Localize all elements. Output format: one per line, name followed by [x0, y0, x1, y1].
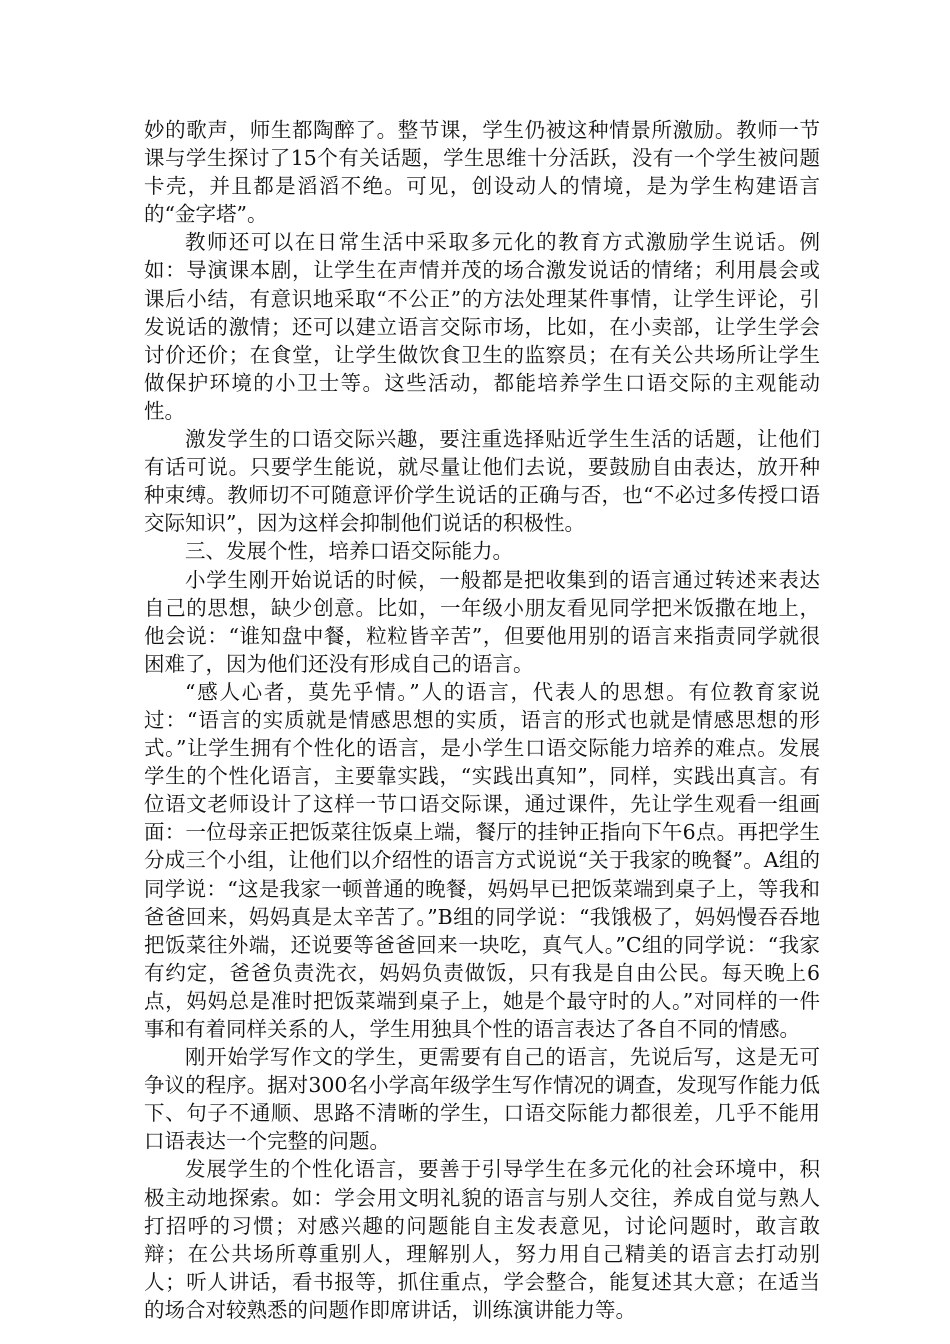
paragraph: 小学生刚开始说话的时候，一般都是把收集到的语言通过转述来表达自己的思想，缺少创意。比如，一年级小朋友看见同学把米饭撒在地上，他会说：“谁知盘中餐，粒粒皆辛苦”，但要他用别的语言来指责同学就很困难了，因为他们还没有形成自己的语言。: [144, 567, 820, 676]
paragraph-continued: 妙的歌声，师生都陶醉了。整节课，学生仍被这种情景所激励。教师一节课与学生探讨了15个有关话题，学生思维十分活跃，没有一个学生被问题卡壳，并且都是滔滔不绝。可见，创设动人的情境，是为学生构建语言的“金字塔”。: [144, 118, 820, 227]
paragraph: 教师还可以在日常生活中采取多元化的教育方式激励学生说话。例如：导演课本剧，让学生在声情并茂的场合激发说话的情绪；利用晨会或课后小结，有意识地采取“不公正”的方法处理某件事情，让学生评论，引发说话的激情；还可以建立语言交际市场，比如，在小卖部，让学生学会讨价还价；在食堂，让学生做饮食卫生的监察员；在有关公共场所让学生做保护环境的小卫士等。这些活动，都能培养学生口语交际的主观能动性。: [144, 230, 820, 423]
paragraph: 刚开始学写作文的学生，更需要有自己的语言，先说后写，这是无可争议的程序。据对300名小学高年级学生写作情况的调查，发现写作能力低下、句子不通顺、思路不清晰的学生，口语交际能力都很差，几乎不能用口语表达一个完整的问题。: [144, 1045, 820, 1154]
document-body: [144, 116, 820, 1324]
paragraph: 发展学生的个性化语言，要善于引导学生在多元化的社会环境中，积极主动地探索。如：学会用文明礼貌的语言与别人交往，养成自觉与熟人打招呼的习惯；对感兴趣的问题能自主发表意见，讨论问题时，敢言敢辩；在公共场所尊重别人，理解别人，努力用自己精美的语言去打动别人；听人讲话，看书报等，抓住重点，学会整合，能复述其大意；在适当的场合对较熟悉的问题作即席讲话，训练演讲能力等。: [144, 1157, 820, 1322]
paragraph: 激发学生的口语交际兴趣，要注重选择贴近学生生活的话题，让他们有话可说。只要学生能说，就尽量让他们去说，要鼓励自由表达，放开种种束缚。教师切不可随意评价学生说话的正确与否，也“不必过多传授口语交际知识”，因为这样会抑制他们说话的积极性。: [144, 427, 820, 536]
section-heading: 三、发展个性，培养口语交际能力。: [185, 539, 513, 564]
paragraph: “感人心者，莫先乎情。”人的语言，代表人的思想。有位教育家说过：“语言的实质就是情感思想的实质，语言的形式也就是情感思想的形式。”让学生拥有个性化的语言，是小学生口语交际能力培养的难点。发展学生的个性化语言，主要靠实践，“实践出真知”，同样，实践出真言。有位语文老师设计了这样一节口语交际课，通过课件，先让学生观看一组画面：一位母亲正把饭菜往饭桌上端，餐厅的挂钟正指向下午6点。再把学生分成三个小组，让他们以介绍性的语言方式说说“关于我家的晚餐”。A组的同学说：“这是我家一顿普通的晚餐，妈妈早已把饭菜端到桌子上，等我和爸爸回来，妈妈真是太辛苦了。”B组的同学说：“我饿极了，妈妈慢吞吞地把饭菜往外端，还说要等爸爸回来一块吃，真气人。”C组的同学说：“我家有约定，爸爸负责洗衣，妈妈负责做饭，只有我是自由公民。每天晚上6点，妈妈总是准时把饭菜端到桌子上，她是个最守时的人。”对同样的一件事和有着同样关系的人，学生用独具个性的语言表达了各自不同的情感。: [144, 679, 820, 1041]
